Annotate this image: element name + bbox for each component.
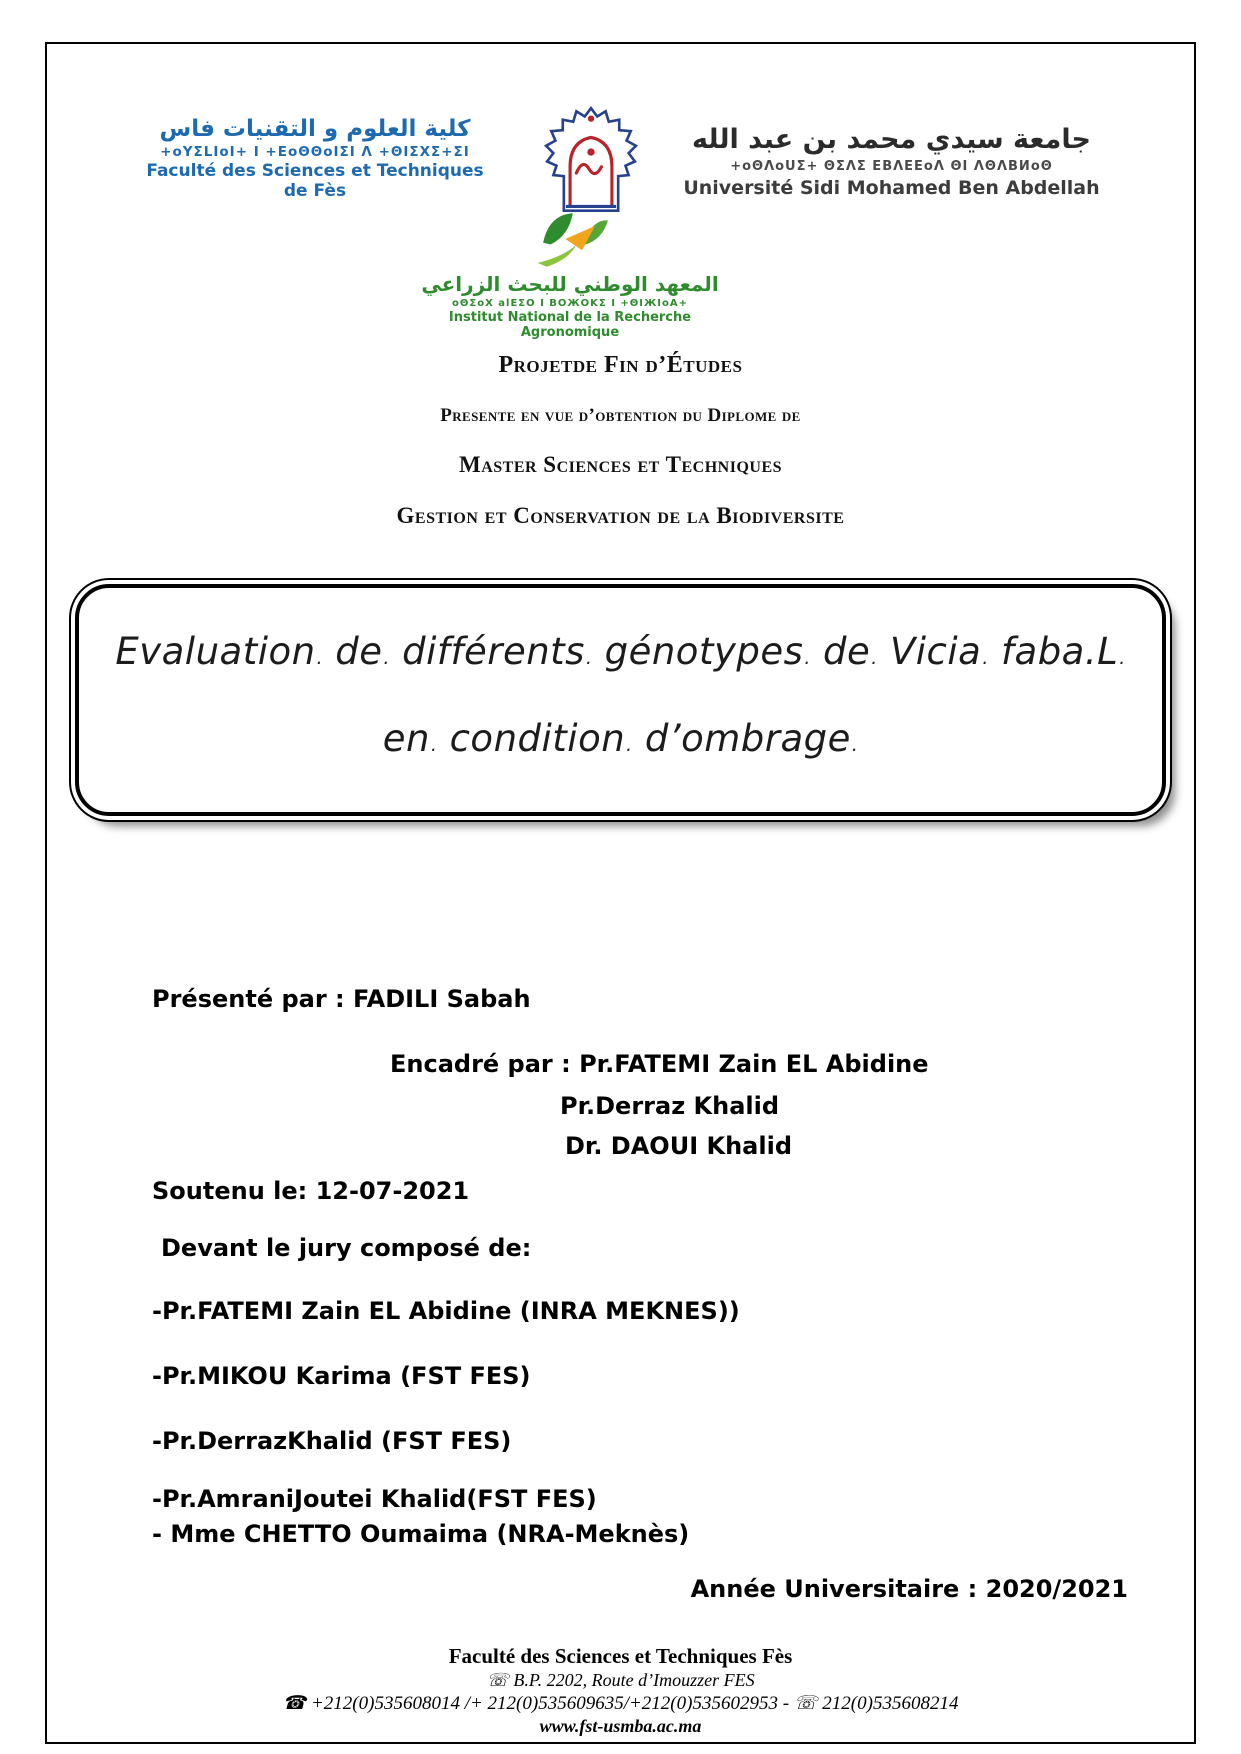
inra-arabic-name: المعهد الوطني للبحث الزراعي [421,272,719,296]
supervisor-3: Dr. DAOUI Khalid [565,1132,792,1160]
fst-logo [139,116,491,201]
fst-arabic-name: كلية العلوم و التقنيات فاس [159,116,471,142]
footer-faculty-name: Faculté des Sciences et Techniques Fès [448,1644,793,1668]
jury-member: -Pr.AmraniJoutei Khalid(FST FES) [152,1485,597,1513]
presented-by: Présenté par : FADILI Sabah [152,985,531,1013]
footer-address: ☏ B.P. 2202, Route d’Imouzzer FES [486,1670,755,1690]
usmba-tifinagh-name: +oΘΛoUΣ+ ΘΣΛΣ EBΛEEoΛ ΘI ΛΘΛBИoΘ [730,159,1053,174]
jury-intro: Devant le jury composé de: [161,1234,532,1262]
fst-tifinagh-name: +oYΣLIoI+ I +EoΘΘoIΣI Λ +ΘIΣXΣ+ΣI [160,144,470,160]
footer-website: www.fst-usmba.ac.ma [539,1716,702,1736]
fst-french-name: Faculté des Sciences et Techniques de Fès [146,161,484,201]
usmba-arabic-name: جامعة سيدي محمد بن عبد الله [691,124,1091,155]
jury-member: -Pr.FATEMI Zain EL Abidine (INRA MEKNES)) [152,1297,740,1325]
inra-french-name: Institut National de la Recherche Agronomique [448,310,692,340]
usmba-french-name: Université Sidi Mohamed Ben Abdellah [683,177,1100,199]
footer [47,1644,1194,1738]
thesis-title-line-1: Evaluation. de. différents. génotypes. de. Vicia. faba.L. [115,630,1126,673]
heading-speciality: Gestion et Conservation de la Biodiversite [396,503,845,528]
heading-diploma-intro: Presente en vue d’obtention du Diplome de [440,405,801,426]
thesis-title-line-2: en. condition. d’ombrage. [382,717,859,760]
thesis-title-box [75,584,1166,816]
jury-member: - Mme CHETTO Oumaima (NRA-Meknès) [152,1520,690,1548]
inra-logo [405,202,735,340]
jury-member: -Pr.MIKOU Karima (FST FES) [152,1362,531,1390]
jury-member: -Pr.DerrazKhalid (FST FES) [152,1427,512,1455]
document-headings [47,352,1194,529]
heading-master: Master Sciences et Techniques [458,452,783,477]
inra-tifinagh-name: oΘΣoX alEΣO I BOЖOKΣ I +ΘIЖIoA+ [452,298,688,309]
heading-project-type: Projetde Fin d’Études [498,352,743,378]
defense-date: Soutenu le: 12-07-2021 [152,1177,470,1205]
supervisor-2: Pr.Derraz Khalid [560,1092,780,1120]
usmba-logo [639,124,1144,199]
page-border [45,42,1196,1744]
academic-year: Année Universitaire : 2020/2021 [690,1575,1128,1603]
inra-plant-icon [527,202,613,276]
footer-phone-numbers: ☎ +212(0)535608014 /+ 212(0)535609635/+212(0)535602953 - ☏ 212(0)535608214 [282,1693,959,1714]
supervised-by: Encadré par : Pr.FATEMI Zain EL Abidine [390,1050,929,1078]
